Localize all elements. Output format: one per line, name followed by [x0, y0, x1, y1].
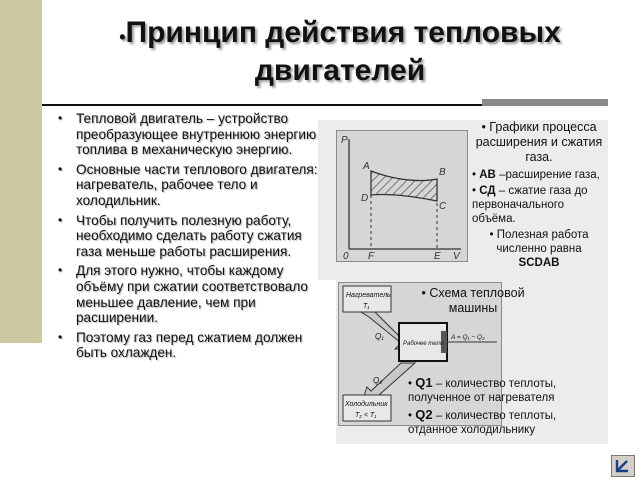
engine-note-q	[408, 376, 606, 437]
pv-graph	[337, 131, 467, 261]
work-area	[371, 171, 437, 201]
left-decor-band	[0, 0, 42, 343]
engine-note-q2: • Q2 – количество теплоты, отданное холодильнику	[408, 407, 557, 436]
bullet-item: • Основные части теплового двигателя: нагреватель, рабочее тело и холодильник.	[54, 162, 319, 209]
q1-label: Q₁	[375, 332, 384, 341]
main-bullet-list	[54, 111, 319, 365]
heater-label: Нагреватель	[346, 292, 391, 299]
engine-note-heading: • Схема тепловой машины	[421, 286, 525, 315]
label-d: D	[361, 193, 369, 204]
label-b: B	[439, 167, 446, 178]
title-bullet: •	[119, 27, 126, 47]
label-v: V	[453, 251, 460, 261]
engine-note-q1: • Q1 – количество теплоты, полученное от нагревателя	[408, 375, 557, 404]
heater-temp: T₁	[363, 303, 370, 310]
graph-note	[472, 120, 606, 270]
work-formula: A = Q₁ − Q₂	[451, 334, 485, 341]
label-a: A	[363, 161, 370, 172]
tick-f: F	[368, 251, 375, 261]
tick-e: E	[434, 251, 441, 261]
q2-label: Q₂	[373, 376, 383, 385]
cooler-temp: T₂ < T₁	[355, 412, 377, 419]
bullet-item: • Для этого нужно, чтобы каждому объёму при сжатии соответствовало меньшее давление, чем при расширении.	[54, 263, 319, 325]
graph-note-ab: • АВ –расширение газа,	[472, 169, 600, 181]
back-button[interactable]	[611, 455, 635, 477]
label-origin: 0	[343, 251, 349, 261]
graph-note-cd: • СД – сжатие газа до первоначального объёма.	[472, 185, 588, 225]
back-arrow-icon	[612, 456, 634, 476]
pv-graph-frame	[336, 130, 468, 262]
cooler-label: Холодильник	[345, 401, 388, 408]
working-body-label: Рабочее тело	[403, 341, 444, 347]
bullet-item: • Поэтому газ перед сжатием должен быть охлажден.	[54, 330, 319, 361]
label-c: C	[439, 201, 447, 212]
graph-note-heading: • Графики процесса расширения и сжатия газа.	[475, 120, 603, 164]
graph-note-work: • Полезная работа численно равна SCDAB	[489, 229, 589, 269]
bullet-item: • Тепловой двигатель – устройство преобразующее внутреннюю энергию топлива в механическую энергию.	[54, 111, 319, 158]
bullet-item: • Чтобы получить полезную работу, необходимо сделать работу сжатия газа меньше работы расширения.	[54, 213, 319, 260]
label-p: P	[341, 135, 348, 146]
page-title	[60, 14, 620, 90]
title-text: Принцип действия тепловых двигателей	[125, 16, 561, 87]
title-rule-accent	[482, 99, 608, 106]
